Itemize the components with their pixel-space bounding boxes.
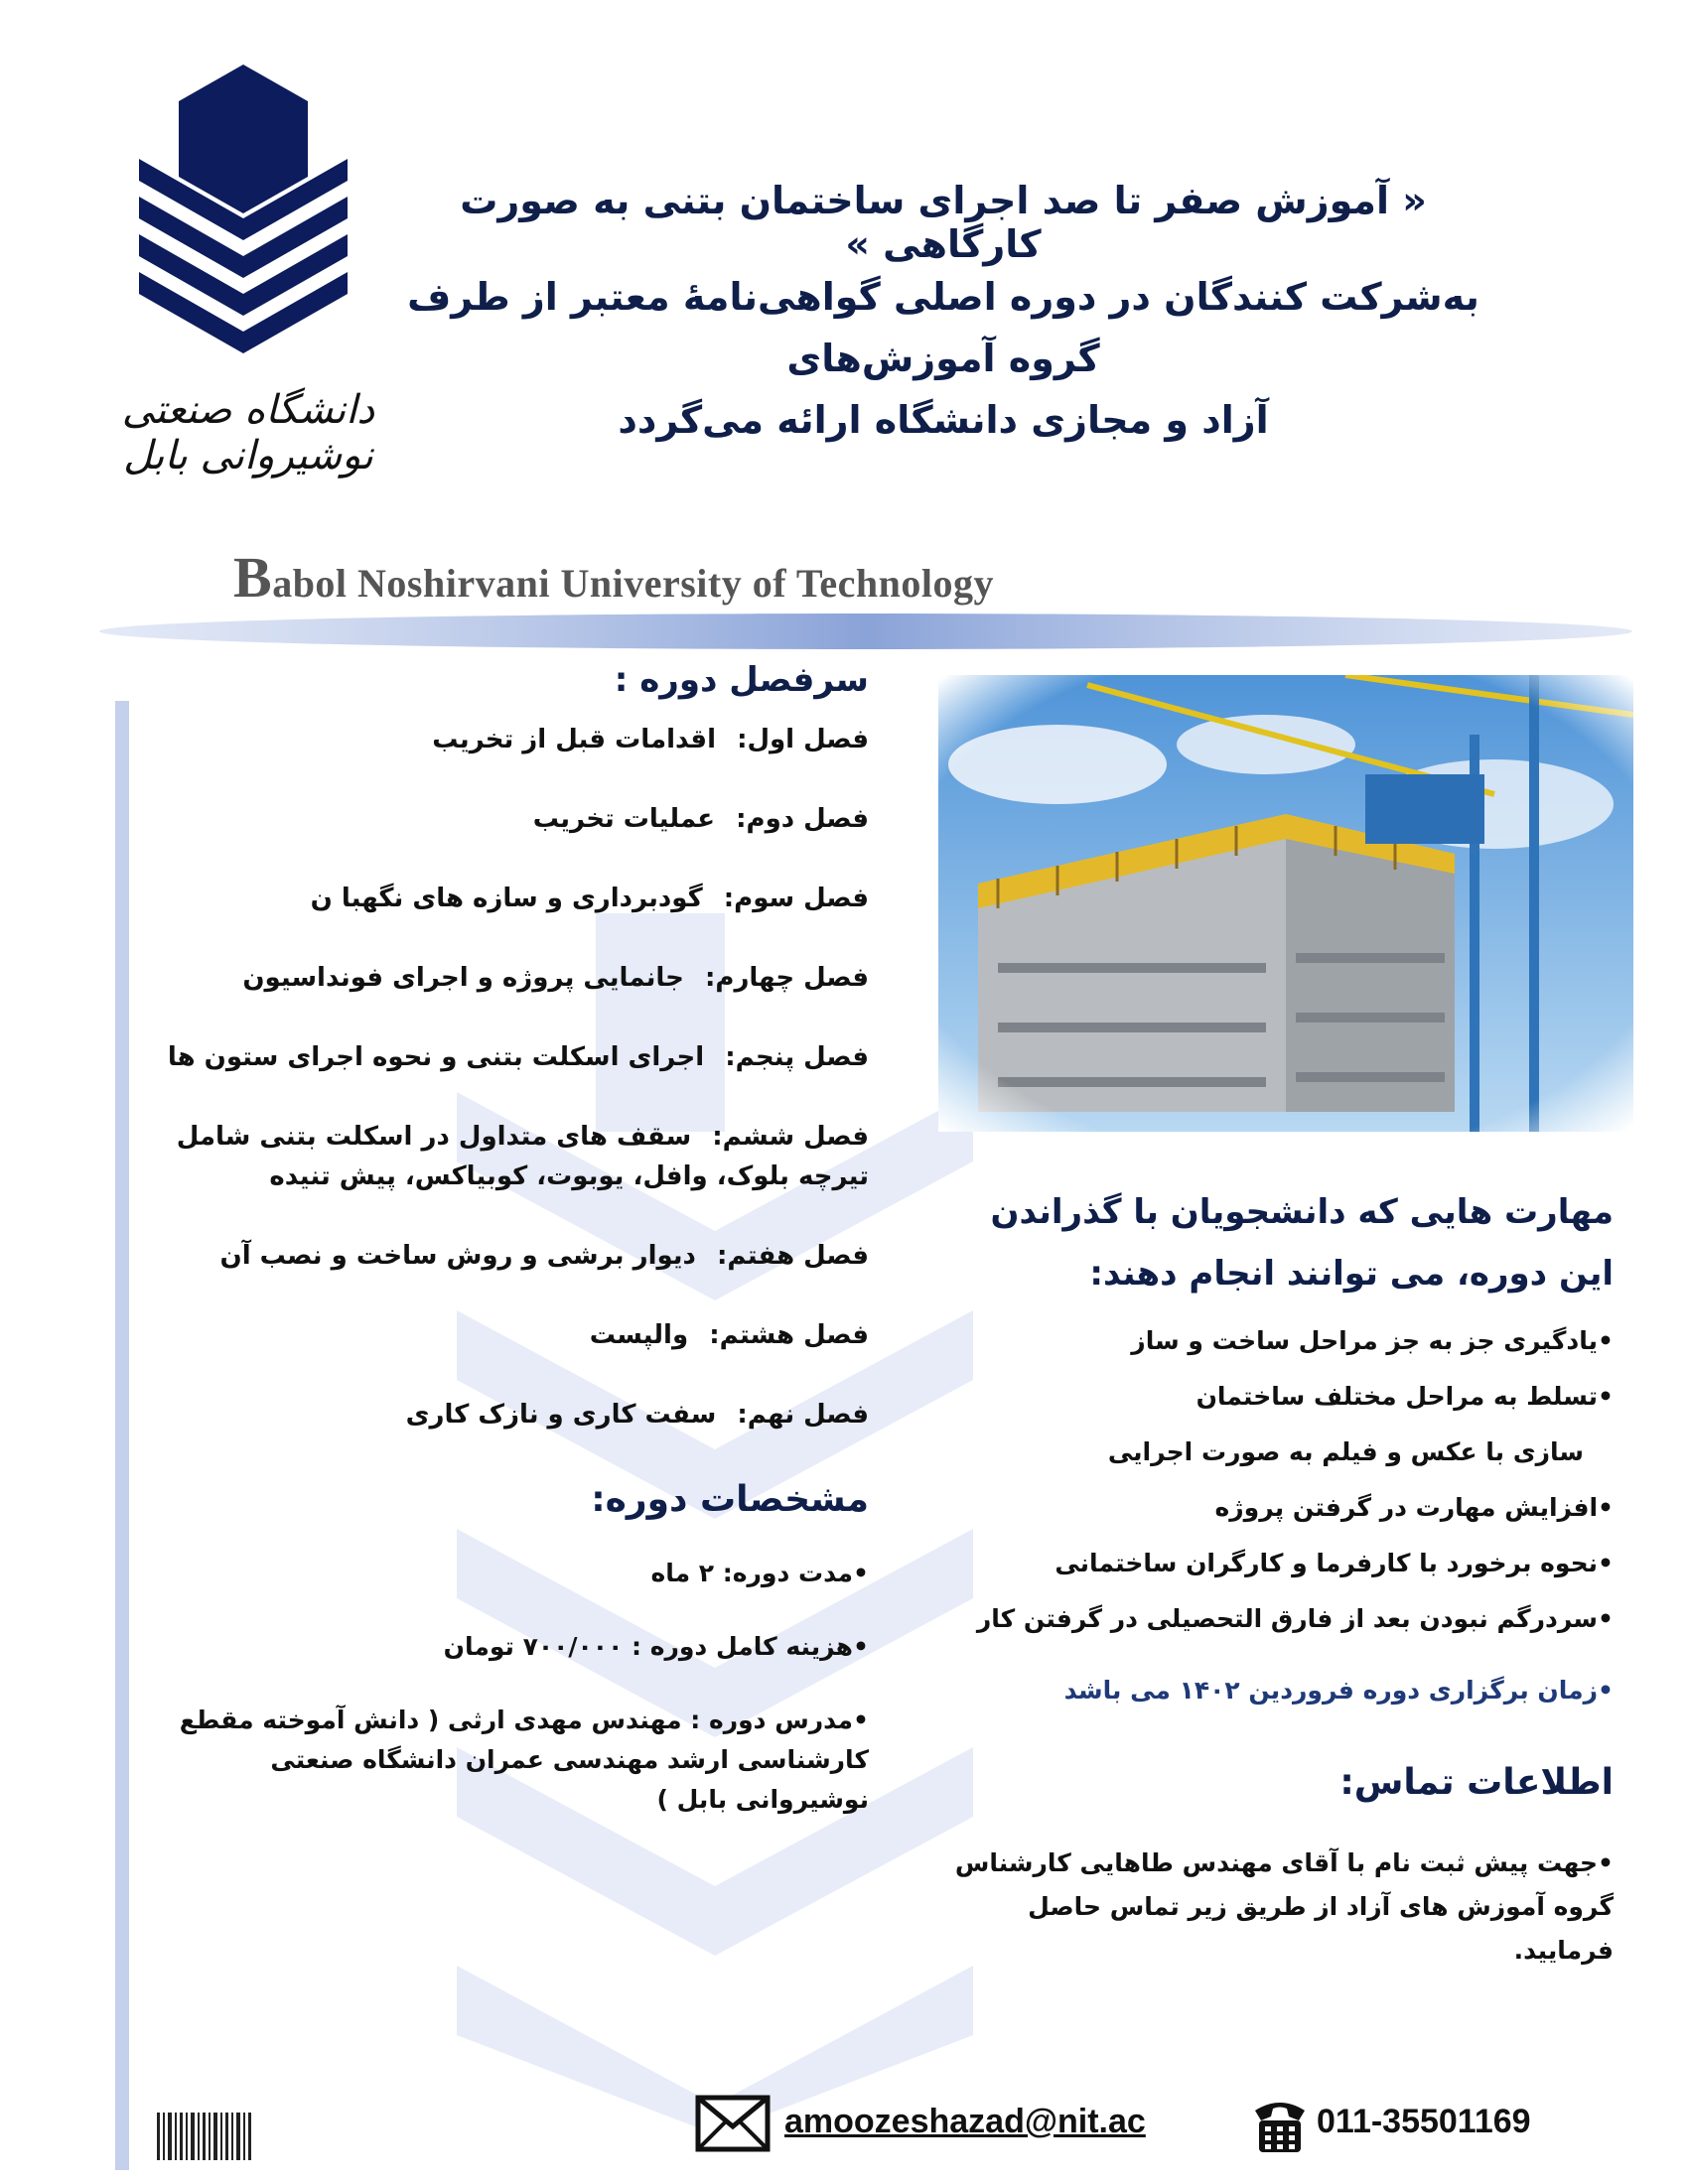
chapter-label: فصل چهارم: (705, 963, 869, 993)
course-title: « آموزش صفر تا صد اجرای ساختمان بتنی به صورت کارگاهی » (460, 179, 1427, 266)
left-accent-bar (115, 701, 129, 2170)
chapter-text: سفت کاری و نازک کاری (405, 1400, 717, 1430)
course-subtitle (377, 266, 1509, 451)
subtitle-line-1: به‌شرکت کنندگان در دوره اصلی گواهی‌نامهٔ معتبر از طرف گروه آموزش‌های (407, 275, 1479, 380)
chapter-label: فصل ششم: (712, 1122, 869, 1152)
chapter-6 (159, 1117, 869, 1196)
chapter-9 (159, 1395, 869, 1434)
chapter-label: فصل هفتم: (716, 1241, 869, 1271)
chapter-label: فصل اول: (737, 725, 869, 754)
chapter-5 (159, 1037, 869, 1077)
chapter-4 (159, 958, 869, 998)
chapter-text: عملیات تخریب (532, 804, 716, 834)
subtitle-line-2: آزاد و مجازی دانشگاه ارائه می‌گردد (618, 398, 1269, 442)
barcode (157, 2113, 252, 2160)
chapter-label: فصل سوم: (723, 884, 869, 913)
spec-instructor: •مدرس دوره : مهندس مهدی ارثی ( دانش آموخته مقطع کارشناسی ارشد مهندسی عمران دانشگاه صنعتی نوشیروانی بابل ) (179, 1706, 869, 1814)
chapter-label: فصل پنجم: (725, 1042, 869, 1072)
chapter-text: سقف های متداول در اسکلت بتنی شامل تیرچه بلوک، وافل، یوبوت، کوبیاکس، پیش تنیده (176, 1122, 869, 1191)
course-outline (159, 660, 869, 1474)
spec-duration: •مدت دوره: ۲ ماه (650, 1559, 869, 1587)
construction-photo (938, 675, 1633, 1132)
outline-title: سرفصل دوره : (614, 660, 869, 700)
contact-text: •جهت پیش ثبت نام با آقای مهندس طاهایی کارشناس گروه آموزش های آزاد از طریق زیر تماس حاصل فرمایید. (954, 1848, 1614, 1965)
chapter-text: اجرای اسکلت بتنی و نحوه اجرای ستون ها (167, 1042, 705, 1072)
university-english-name (233, 544, 994, 611)
header-divider-band (99, 612, 1633, 651)
university-logo (119, 60, 367, 357)
chapter-text: والپست (589, 1320, 689, 1350)
chapter-text: دیوار برشی و روش ساخت و نصب آن (219, 1241, 696, 1271)
chapter-8 (159, 1315, 869, 1355)
telephone-icon (1249, 2093, 1311, 2156)
chapter-label: فصل نهم: (737, 1400, 869, 1430)
chapter-1 (159, 720, 869, 759)
university-name-rest: abol Noshirvani University of Technology (272, 561, 994, 606)
skill-item: •افزایش مهارت در گرفتن پروژه (1214, 1493, 1614, 1522)
spec-cost: •هزینه کامل دوره : ۷۰۰/۰۰۰ تومان (443, 1632, 869, 1661)
specs-title: مشخصات دوره: (591, 1479, 869, 1520)
course-specs (159, 1479, 869, 1853)
skill-item: •تسلط به مراحل مختلف ساختمان (1196, 1382, 1614, 1411)
contact-phone[interactable]: 011-35501169 (1317, 2103, 1531, 2140)
chapter-2 (159, 799, 869, 839)
university-initial: B (233, 545, 273, 610)
chapter-label: فصل دوم: (736, 804, 869, 834)
skill-item: •سردرگم نبودن بعد از فارق التحصیلی در گرفتن کار (976, 1604, 1614, 1633)
chapter-label: فصل هشتم: (709, 1320, 869, 1350)
chapter-text: جانمایی پروژه و اجرای فونداسیون (242, 963, 684, 993)
skills-title: مهارت هایی که دانشجویان با گذراندن این دوره، می توانند انجام دهند: (990, 1192, 1614, 1294)
chapter-7 (159, 1236, 869, 1276)
skill-item: •نحوه برخورد با کارفرما و کارگران ساختمانی (1055, 1549, 1614, 1577)
skill-item: سازی با عکس و فیلم به صورت اجرایی (1107, 1437, 1584, 1466)
chapter-text: گودبرداری و سازه های نگهبا ن (310, 884, 703, 913)
skill-item: •یادگیری جز به جز مراحل ساخت و ساز (1131, 1326, 1614, 1355)
skills-list (953, 1320, 1614, 1725)
contact-email[interactable]: amoozeshazad@nit.ac (784, 2103, 1146, 2140)
chapter-3 (159, 879, 869, 918)
contact-title: اطلاعات تماس: (1339, 1762, 1614, 1803)
envelope-icon (695, 2095, 771, 2152)
course-schedule: •زمان برگزاری دوره فروردین ۱۴۰۲ می باشد (1063, 1676, 1614, 1705)
logo-script-text: دانشگاه صنعتی نوشیروانی بابل (121, 387, 375, 478)
chapter-text: اقدامات قبل از تخریب (432, 725, 716, 754)
